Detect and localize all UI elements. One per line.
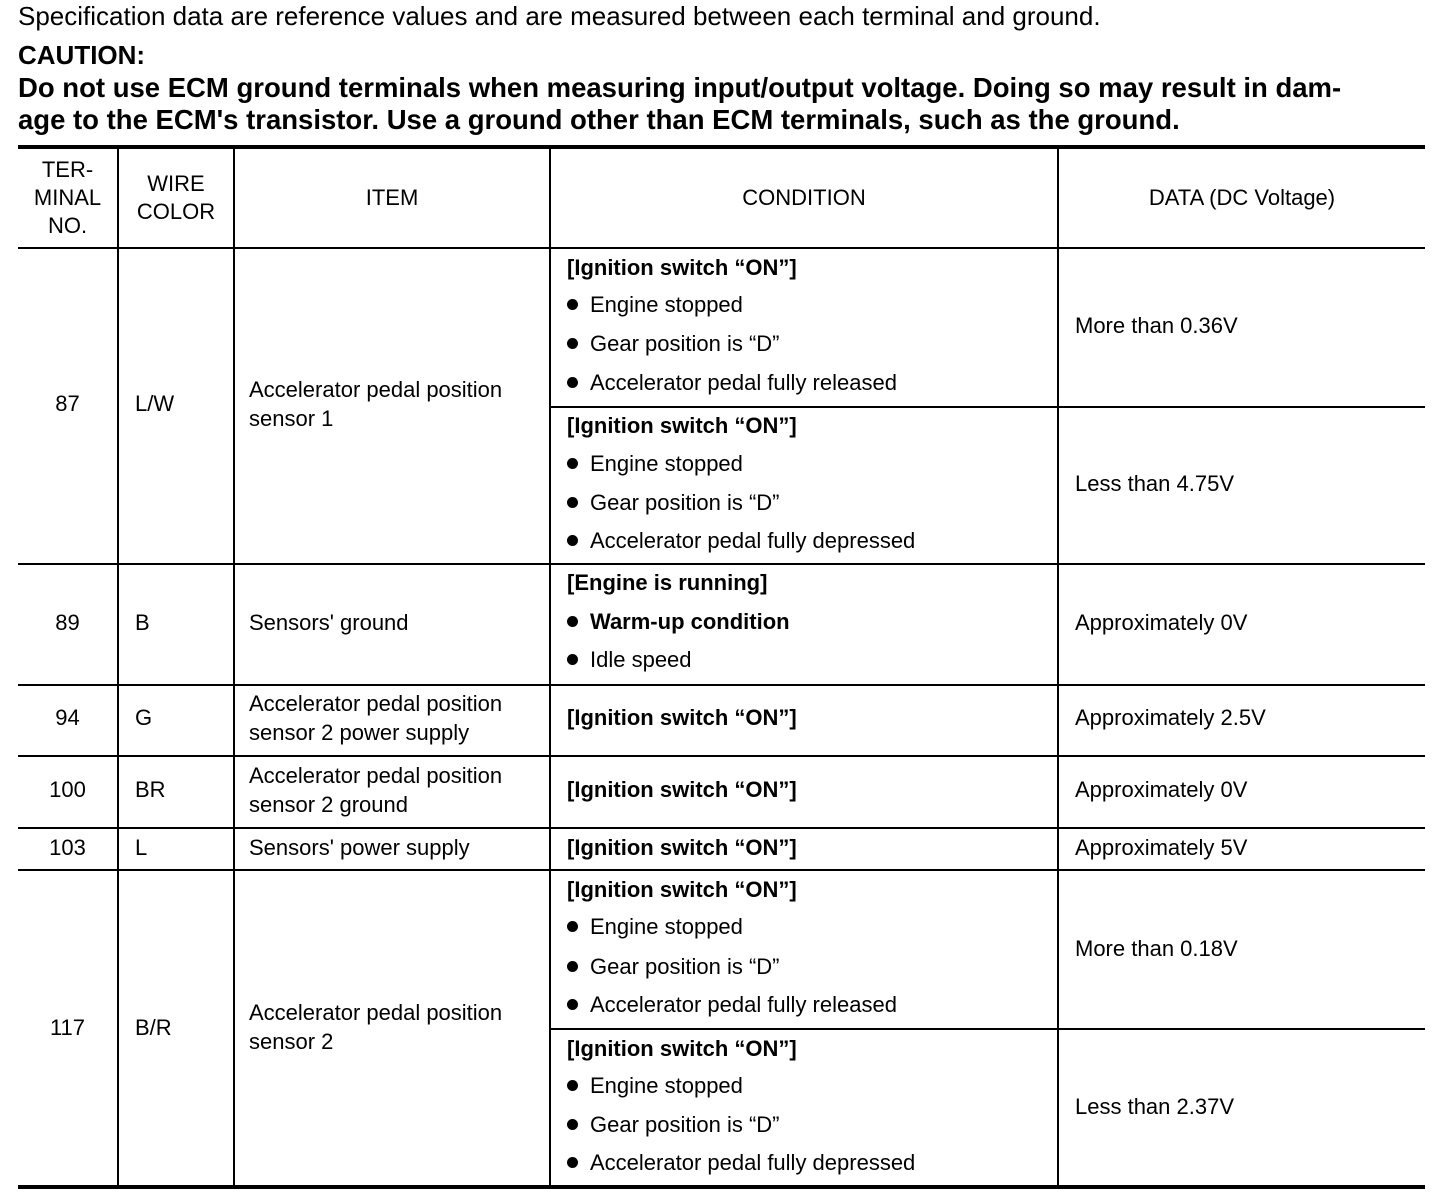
item-text: Sensors' power supply [249,835,470,860]
condition-bullet: Accelerator pedal fully released [567,991,897,1019]
item-line: Accelerator pedal position [249,763,503,788]
header-item: ITEM [365,185,419,210]
condition-title: [Ignition switch “ON”] [567,413,797,438]
condition-title: [Engine is running] [567,570,768,595]
row-divider [18,755,1425,757]
condition-bullet: Warm-up condition [567,608,790,636]
caution-line-1: Do not use ECM ground terminals when measuring input/output voltage. Doing so may result in dam- [18,72,1342,103]
bullet-icon [567,999,578,1010]
bullet-icon [567,377,578,388]
item-text [249,761,502,819]
header-data: DATA (DC Voltage) [1148,185,1336,210]
data-value: Approximately 2.5V [1075,705,1266,730]
condition-bullet: Engine stopped [567,291,743,319]
data-value: Less than 2.37V [1075,1094,1235,1119]
wire-color: BR [135,777,166,802]
item-line: sensor 2 power supply [249,720,470,745]
column-divider [117,149,119,1185]
header-divider [18,247,1425,249]
bullet-icon [567,458,578,469]
condition-title: [Ignition switch “ON”] [567,877,797,902]
condition-title: [Ignition switch “ON”] [567,705,797,730]
bullet-icon [567,961,578,972]
item-line: Accelerator pedal position [249,691,503,716]
terminal-no: 100 [49,777,86,802]
condition-title: [Ignition switch “ON”] [567,1036,797,1061]
item-text [249,998,502,1056]
data-value: More than 0.36V [1075,313,1238,338]
item-text: Sensors' ground [249,610,409,635]
condition-bullet: Engine stopped [567,450,743,478]
row-divider [18,827,1425,829]
terminal-no: 87 [55,391,80,416]
bullet-icon [567,338,578,349]
bullet-icon [567,921,578,932]
condition-title: [Ignition switch “ON”] [567,255,797,280]
header-wire-line: WIRE [147,171,205,196]
sub-row-divider [550,1028,1425,1030]
header-terminal-no [18,149,117,247]
bullet-icon [567,497,578,508]
table-bottom-rule [18,1185,1425,1189]
terminal-no: 117 [49,1015,86,1040]
wire-color: L/W [135,391,175,416]
header-terminal-line: MINAL [33,185,102,210]
caution-line-2: age to the ECM's transistor. Use a ground other than ECM terminals, such as the ground. [18,104,1180,135]
data-value: Less than 4.75V [1075,471,1235,496]
data-value: Approximately 5V [1075,835,1248,860]
bullet-icon [567,1080,578,1091]
row-divider [18,684,1425,686]
wire-color: L [135,835,148,860]
caution-text [18,72,1428,136]
header-terminal-line: TER- [41,157,94,182]
header-condition: CONDITION [742,185,866,210]
header-wire-line: COLOR [136,199,216,224]
wire-color: B [135,610,150,635]
condition-bullet: Engine stopped [567,1072,743,1100]
bullet-icon [567,1119,578,1130]
condition-title: [Ignition switch “ON”] [567,835,797,860]
data-value: Approximately 0V [1075,610,1248,635]
item-line: sensor 2 ground [249,792,408,817]
data-value: Approximately 0V [1075,777,1248,802]
terminal-no: 94 [55,705,80,730]
condition-bullet: Accelerator pedal fully depressed [567,1149,915,1177]
bullet-icon [567,299,578,310]
item-line: sensor 2 [249,1029,334,1054]
wire-color: B/R [135,1015,172,1040]
column-divider [233,149,235,1185]
bullet-icon [567,654,578,665]
condition-bullet: Gear position is “D” [567,953,780,981]
wire-color: G [135,705,153,730]
header-wire-color [119,149,233,247]
condition-bullet: Gear position is “D” [567,1111,780,1139]
sub-row-divider [550,406,1425,408]
header-terminal-line: NO. [47,213,88,238]
item-line: sensor 1 [249,406,334,431]
item-line: Accelerator pedal position [249,377,503,402]
bullet-icon [567,616,578,627]
intro-text: Specification data are reference values and are measured between each terminal and ground. [18,1,1101,31]
condition-bullet: Accelerator pedal fully released [567,369,897,397]
row-divider [18,563,1425,565]
condition-bullet: Idle speed [567,646,692,674]
terminal-no: 89 [55,610,80,635]
condition-bullet: Accelerator pedal fully depressed [567,527,915,555]
caution-title: CAUTION: [18,40,146,70]
bullet-icon [567,535,578,546]
item-line: Accelerator pedal position [249,1000,503,1025]
condition-bullet: Gear position is “D” [567,330,780,358]
condition-bullet: Engine stopped [567,913,743,941]
bullet-icon [567,1157,578,1168]
condition-bullet: Gear position is “D” [567,489,780,517]
terminal-no: 103 [49,835,86,860]
item-text [249,689,502,747]
item-text [249,375,502,433]
condition-title: [Ignition switch “ON”] [567,777,797,802]
data-value: More than 0.18V [1075,936,1238,961]
row-divider [18,869,1425,871]
